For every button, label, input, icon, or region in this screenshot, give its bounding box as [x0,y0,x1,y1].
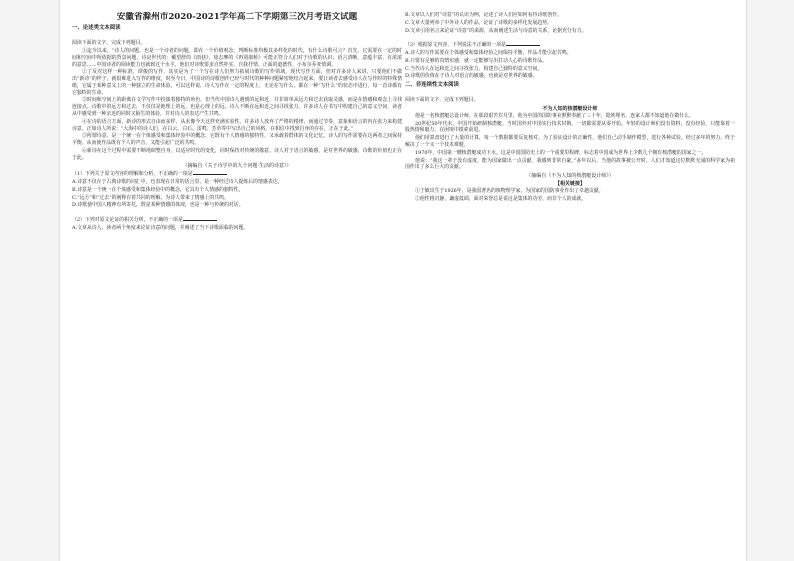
question-option[interactable]: B.只要有足够的真情实感，就一定能够写出打动人心的诗歌作品。 [405,57,548,64]
paragraph: 他们用算盘进行了大量的计算，每一个数据都要反复核对。为了验证设计的正确性，他们自己动手制作模型，进行各种试验。经过多年的努力，终于解决了一个又一个技术难题。 [405,135,735,148]
paragraph: ⑤所谓诗意，是一个统一在个体感受和集体经验中的概念，它既有个人情感的独特性，又承载着群体的文化记忆。诗人的写作需要在这两者之间保持平衡，从而使作品既有个人的声音，又能引起广泛的共鸣。 [72,133,402,147]
source-note: （摘编自《关于诗学中的九个问题·生活的诗意》） [182,163,292,170]
answer-blank[interactable] [506,41,540,46]
article-subtitle: 不为人知的核潜艇设计师 [542,105,598,112]
paragraph: 20世纪50年代末，中国开始研制核潜艇。当时国外对中国实行技术封锁，一切都需要从零开始。年轻的设计师们没有资料，没有经验，只能靠着一股热情和毅力，在困境中摸索前进。 [405,120,735,134]
question-option[interactable]: A.文章从诗人、读者两个角度来论证诗意的问题，并阐述了当下诗歌面临的问题。 [72,224,249,231]
paragraph: ④在诗的语言方面，新诗的形式自由而多样，从未像今天这样充满实验性。许多诗人放弃了严格的格律，而通过节奏、意象和语言的内在张力来构建诗意。正如诗人所说：“大海中的诗人们，在白云、白石、雷鸣、芳草等中写出自己的风格，在相信中找到自身的存在，正在于此。” [72,118,402,132]
question-option[interactable]: D.诗歌的价值在于诗人对语言的敏感，也就是对世界的敏感。 [405,73,538,80]
answer-blank[interactable] [183,216,217,221]
question-option[interactable]: C.文章大量列举了中外诗人的作品，论证了诗歌的多样化发展趋势。 [405,19,552,26]
document-page [60,0,746,561]
left-column [72,12,402,557]
paragraph: 1970年，中国第一艘核潜艇成功下水。这是中国国防史上的一个重要里程碑，标志着中国成为世界上少数几个拥有核潜艇的国家之一。 [415,149,707,156]
paragraph: ⑥新诗在这个过程中需要不断地调整自身，以适应时代的变化，同时保持对传统的敬意。诗人对于语言的敏感，是对世界的敏感，诗歌的价值也正在于此。 [72,147,402,161]
section-heading-nonfiction: 二、非连续性文本阅读 [405,82,459,89]
paragraph: 他说：“我这一辈子没有虚度，能为国家做出一点贡献，我感到非常自豪。”多年以后，当他的故事被公开时，人们才知道这位默默无闻的科学家为祖国作出了多么巨大的贡献。 [405,157,735,171]
question-option[interactable]: D.文章引用名言来论证“诗意”的来源，从而阐述生活与诗意的关系，论据充分有力。 [405,27,587,34]
question-2-stem: （2）下列对原文论证的相关分析，不正确的一项是 [72,216,402,224]
answer-blank[interactable] [193,170,227,175]
paragraph: ③时间和空间上的距离在文学写作中扮演着独特的角色，但当代中国诗人遇到的远和近，并非简单从远方和过去获取灵感，而是在情感和观念上寻找连接点。诗歌中的远方和过去，不仅仅是地理上的远，也是心理上的远。诗人不断在远和近之间寻找张力。许多诗人在书写中构建自己的意义空间，读者从中感受到一种亲近的同时又陌生的体验，并对诗人的表达产生共鸣。 [72,97,402,117]
section-heading-reading: 一、论述类文本阅读 [72,25,121,32]
question-option[interactable]: C.当代诗人在远和近之间寻找张力，构建自己独特的意义空间。 [405,65,543,72]
question-option[interactable]: D.诗歌使中国人精神有所寄托，既是某种情感的体现，也是一种与传统的对话。 [72,202,244,209]
question-option[interactable]: C.“远方”和“过去”的阐释有着共同的理解，为诗人带来了情感上的共鸣。 [72,194,229,201]
reading-intro: 阅读下面的文字，完成下列题目。 [72,40,146,47]
question-1-stem: （1）下列关于原文内容的理解和分析，不正确的一项是 [72,170,402,178]
source-note: （摘编自《不为人知的核潜艇设计师》） [526,173,614,180]
question-option[interactable]: B.文章以人们对“诗意”的认识为例，论述了诗人们应如何看待诗歌创作。 [405,12,562,18]
paragraph: 他是一名核潜艇总设计师，在那段艰苦岁月里，他为中国的国防事业默默奉献了三十年，隐姓埋名，连家人都不知道他在做什么。 [415,112,694,119]
paragraph: ②他性格沉静，谦虚低调，面对荣誉总是说这是集体的功劳，而非个人的成就。 [415,195,587,202]
paragraph: ②了反对这样一种标准，谭俊的写作，其实是为了一个写在诗人们努力拓展诗歌的写作领域，现代写作方面，但对许多诗人来讲，只要他们不做出“新诗”的样子，就很难进入写作的维度，时至今日，中国诗的诗歌创作已经与时代的种种问题紧密地结合起来，要让读者去感受诗人在写作时的特殊情绪，它属于某种意义上的一种独立的生命体验。可以这样说，诗人写作在一定的程度上，无论在写什么，都在一种“写什么”的状态中进行，每一首诗都有它独特的生命。 [72,69,402,96]
paragraph: ①于敏出生于1926年，是我国著名的核物理学家，为国家的国防事业作出了卓越贡献。 [415,188,604,195]
paragraph: ①迄今以来，“诗人的问题，也是一个诗者的问题，即在一个价值观念、判断标准均极其多样化的时代，有什么诗歌可言？首先，它需要在一定的时间和空间中所依据的背景问题，诗是世代的：戴望舒的《雨巷》、徐志摩的《再别康桥》可能正符合人们对于诗歌的认识；语言清晰、意蕴丰富，有浓浓的意思……中国诗者的阅读能力也就到这个水平，他们对诗歌要求自然朴实、自我抒情、正面的道德性、小布尔乔亚情调。 [72,48,402,68]
reading-intro: 阅读下面的文字，完成下列题目。 [405,97,479,104]
related-link-heading: 【相关链接】 [554,181,585,188]
question-option[interactable]: A.诗人的写作需要在个体感受和集体经验之间保持平衡，作品才能引起共鸣。 [405,50,572,57]
question-3-stem: （3）根据原文内容，下列说法不正确的一项是 [405,41,735,49]
right-column [405,12,735,557]
question-option[interactable]: A.诗意不仅存于古典诗歌的词汇中，也表现在日常的语言里，是一种经过诗人提炼后的情感表达。 [72,179,283,186]
document-title: 安徽省滁州市2020-2021学年高二下学期第三次月考语文试题 [116,12,358,22]
question-option[interactable]: B.诗意是一个统一在个体感受和集体经验中的概念，它具有个人情感的独特性。 [72,186,244,193]
